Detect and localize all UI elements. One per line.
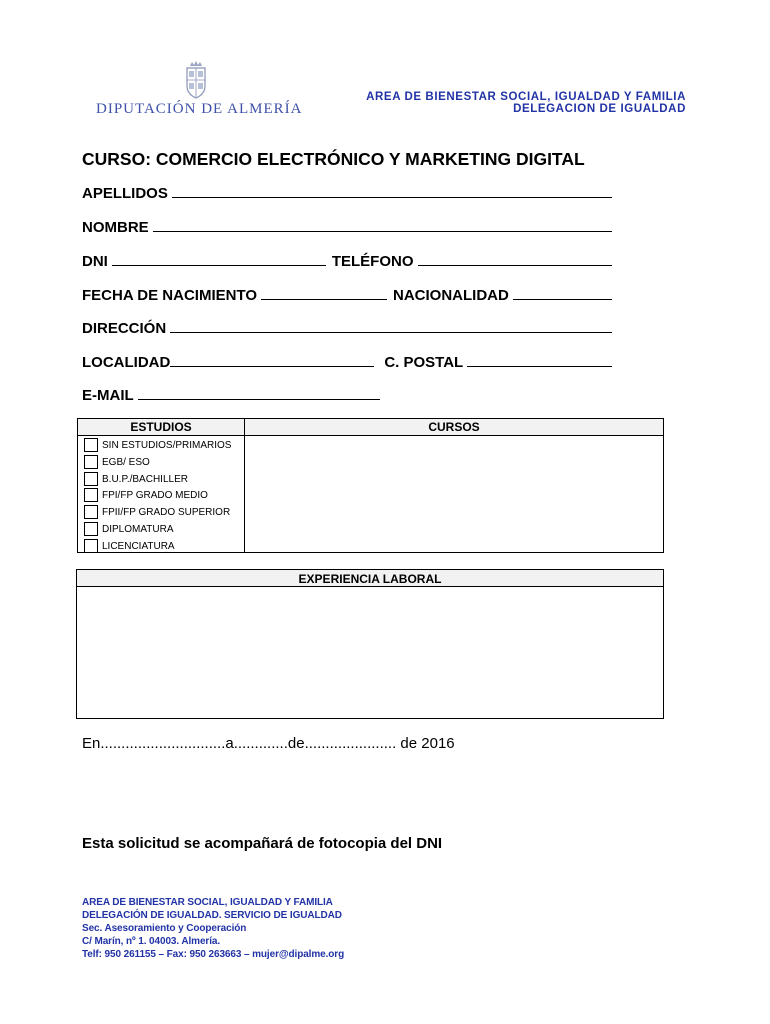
nombre-label: NOMBRE: [82, 219, 149, 236]
study-option-label: B.U.P./BACHILLER: [102, 473, 188, 485]
study-option-label: LICENCIATURA: [102, 540, 175, 552]
row-apellidos: [82, 184, 614, 202]
fecha-nacimiento-label: FECHA DE NACIMIENTO: [82, 287, 258, 304]
studies-courses-table: [77, 418, 664, 553]
study-checkbox[interactable]: [84, 539, 98, 553]
study-option: [84, 437, 231, 453]
codigo-postal-field[interactable]: [467, 365, 612, 367]
study-checkbox[interactable]: [84, 455, 98, 469]
study-option: [84, 504, 230, 520]
footer-line-5: Telf: 950 261155 – Fax: 950 263663 – mujer@dipalme.org: [82, 949, 345, 960]
email-label: E-MAIL: [82, 387, 134, 404]
studies-header: ESTUDIOS: [130, 420, 192, 434]
footer-line-4: C/ Marín, nº 1. 04003. Almería.: [82, 936, 221, 947]
area-line-2: DELEGACION DE IGUALDAD: [513, 103, 686, 115]
nacionalidad-label: NACIONALIDAD: [393, 287, 509, 304]
area-line-1: AREA DE BIENESTAR SOCIAL, IGUALDAD Y FAMILIA: [366, 91, 686, 103]
study-checkbox[interactable]: [84, 472, 98, 486]
courses-header: CURSOS: [428, 420, 480, 434]
apellidos-field[interactable]: [172, 196, 612, 198]
dni-label: DNI: [82, 253, 108, 270]
apellidos-label: APELLIDOS: [82, 185, 168, 202]
study-checkbox[interactable]: [84, 522, 98, 536]
row-fecha-nacionalidad: [82, 286, 614, 304]
area-header: [366, 91, 686, 115]
localidad-field[interactable]: [170, 365, 374, 367]
study-option: [84, 471, 188, 487]
study-option-label: FPII/FP GRADO SUPERIOR: [102, 506, 231, 518]
localidad-label: LOCALIDAD: [82, 354, 171, 371]
study-checkbox[interactable]: [84, 488, 98, 502]
telefono-label: TELÉFONO: [331, 253, 414, 270]
date-line: En..............................a.............de...................... de 2016: [82, 735, 455, 752]
dni-field[interactable]: [112, 264, 326, 266]
row-dni-telefono: [82, 252, 614, 270]
dni-note: Esta solicitud se acompañará de fotocopia del DNI: [82, 835, 443, 852]
email-field[interactable]: [138, 398, 380, 400]
codigo-postal-label: C. POSTAL: [384, 354, 464, 371]
footer-line-2: DELEGACIÓN DE IGUALDAD. SERVICIO DE IGUALDAD: [82, 910, 342, 921]
study-option-label: SIN ESTUDIOS/PRIMARIOS: [102, 439, 232, 451]
footer-contact: [82, 896, 344, 961]
study-checkbox[interactable]: [84, 505, 98, 519]
study-option-label: EGB/ ESO: [102, 456, 150, 468]
course-title: CURSO: COMERCIO ELECTRÓNICO Y MARKETING DIGITAL: [82, 149, 585, 169]
study-option-label: DIPLOMATURA: [102, 523, 174, 535]
footer-line-3: Sec. Asesoramiento y Cooperación: [82, 923, 247, 934]
study-checkbox[interactable]: [84, 438, 98, 452]
experience-box[interactable]: [76, 569, 664, 719]
telefono-field[interactable]: [418, 264, 612, 266]
study-option-label: FPI/FP GRADO MEDIO: [102, 489, 208, 501]
study-option: [84, 538, 175, 554]
nacionalidad-field[interactable]: [513, 298, 612, 300]
fecha-nacimiento-field[interactable]: [261, 298, 387, 300]
experience-header-row: [77, 570, 663, 587]
nombre-field[interactable]: [153, 230, 612, 232]
row-nombre: [82, 218, 614, 236]
experience-title: EXPERIENCIA LABORAL: [298, 572, 442, 586]
row-localidad-cp: [82, 353, 614, 371]
direccion-label: DIRECCIÓN: [82, 320, 167, 337]
study-option: [84, 487, 208, 503]
study-option: [84, 454, 150, 470]
org-name: DIPUTACIÓN DE ALMERÍA: [96, 101, 303, 117]
study-option: [84, 521, 174, 537]
footer-line-1: AREA DE BIENESTAR SOCIAL, IGUALDAD Y FAMILIA: [82, 897, 333, 908]
row-direccion: [82, 319, 614, 337]
row-email: [82, 386, 382, 404]
direccion-field[interactable]: [170, 331, 612, 333]
coat-of-arms-icon: [181, 60, 211, 100]
